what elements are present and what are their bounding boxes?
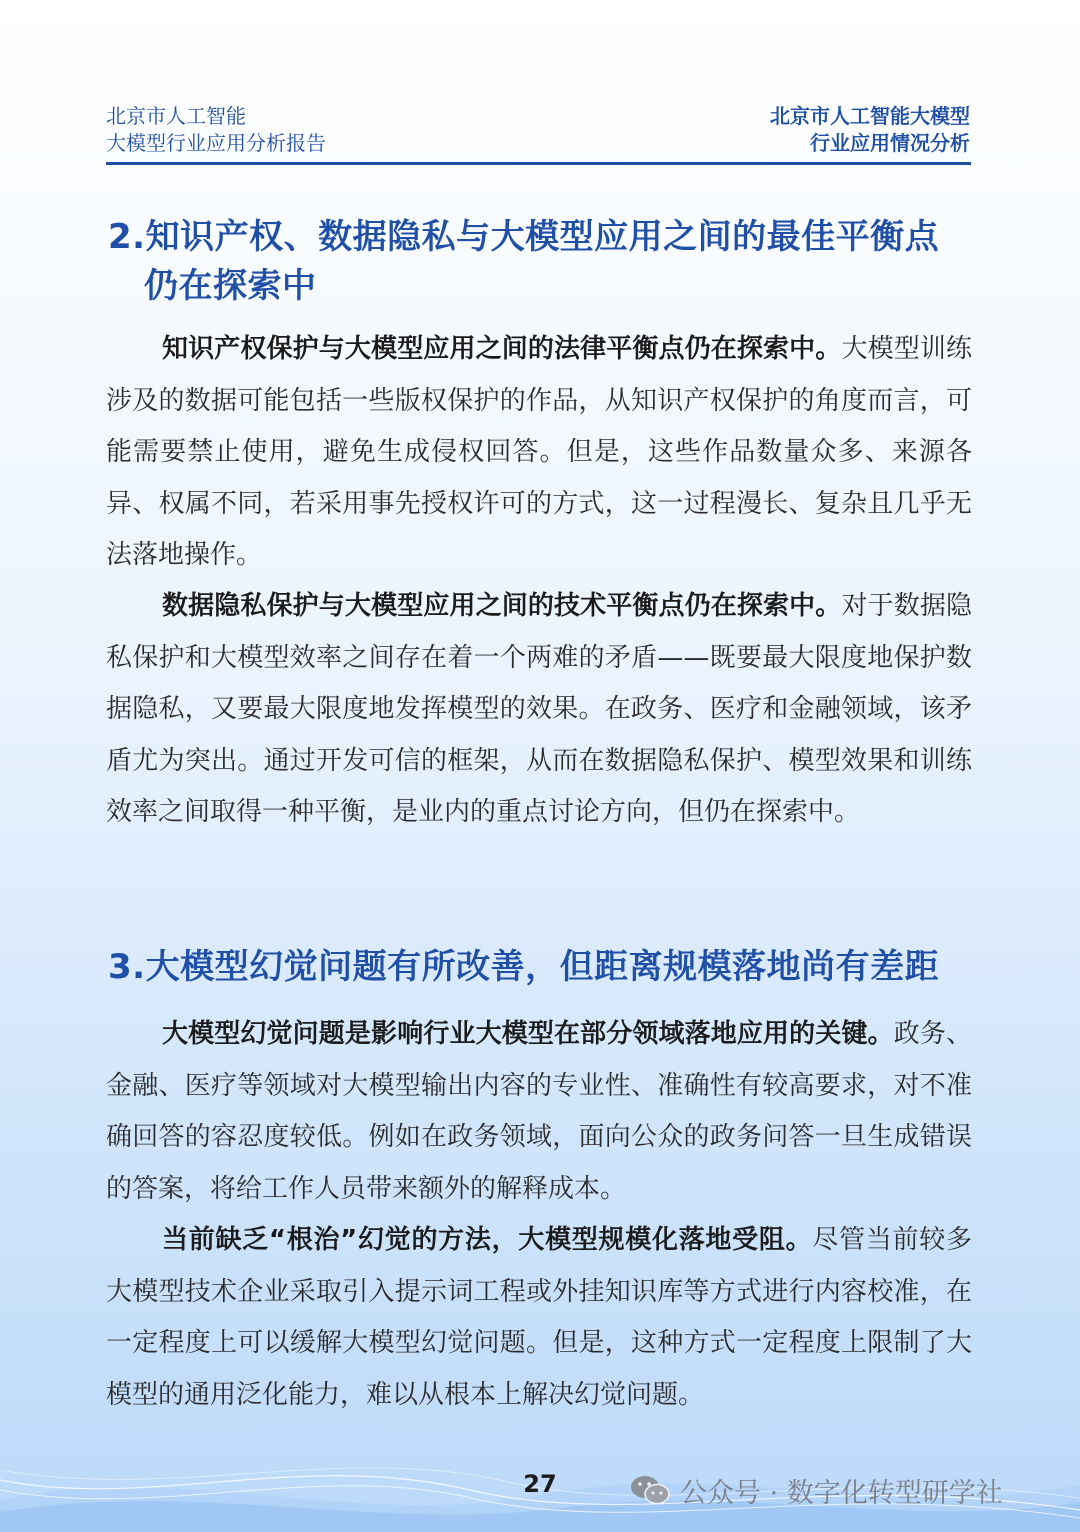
section-3-paragraph-2-lead: 当前缺乏“根治”幻觉的方法，大模型规模化落地受阻。 [162, 1225, 813, 1255]
header-right-line2: 行业应用情况分析 [810, 131, 970, 155]
wechat-watermark [628, 1470, 1003, 1510]
section-2-title [108, 213, 974, 311]
section-2-paragraph-2 [106, 581, 972, 839]
section-2-paragraph-2-body: 对于数据隐私保护和大模型效率之间存在着一个两难的矛盾——既要最大限度地保护数据隐私，又要最大限度地发挥模型的效果。在政务、医疗和金融领域，该矛盾尤为突出。通过开发可信的框架，从而在数据隐私保护、模型效果和训练效率之间取得一种平衡，是业内的重点讨论方向，但仍在探索中。 [106, 591, 972, 827]
header-chapter-title [770, 103, 970, 157]
page-number: 27 [523, 1470, 557, 1498]
header-right-line1: 北京市人工智能大模型 [770, 104, 970, 128]
section-2-paragraph-2-lead: 数据隐私保护与大模型应用之间的技术平衡点仍在探索中。 [162, 591, 842, 621]
section-2-title-line2: 仍在探索中 [144, 266, 317, 306]
header-left-line1: 北京市人工智能 [106, 104, 246, 128]
header-report-title [106, 103, 326, 157]
page-header [106, 103, 970, 161]
section-3-paragraph-1 [106, 1009, 972, 1215]
section-3-title-text: 3.大模型幻觉问题有所改善，但距离规模落地尚有差距 [108, 947, 940, 987]
section-2-title-line1: 2.知识产权、数据隐私与大模型应用之间的最佳平衡点 [108, 217, 940, 257]
section-2-paragraph-1 [106, 324, 972, 582]
watermark-text: 公众号 · 数字化转型研学社 [680, 1477, 1003, 1509]
section-2-paragraph-1-body: 大模型训练涉及的数据可能包括一些版权保护的作品，从知识产权保护的角度而言，可能需要禁止使用，避免生成侵权回答。但是，这些作品数量众多、来源各异、权属不同，若采用事先授权许可的方式，这一过程漫长、复杂且几乎无法落地操作。 [106, 334, 972, 570]
section-3-title [108, 943, 974, 992]
header-left-line2: 大模型行业应用分析报告 [106, 131, 326, 155]
section-3-paragraph-1-body: 政务、金融、医疗等领域对大模型输出内容的专业性、准确性有较高要求，对不准确回答的容忍度较低。例如在政务领域，面向公众的政务问答一旦生成错误的答案，将给工作人员带来额外的解释成本。 [106, 1019, 972, 1204]
section-2-paragraph-1-lead: 知识产权保护与大模型应用之间的法律平衡点仍在探索中。 [162, 334, 842, 364]
section-3-paragraph-2 [106, 1215, 972, 1421]
section-3-paragraph-2-body: 尽管当前较多大模型技术企业采取引入提示词工程或外挂知识库等方式进行内容校准，在一定程度上可以缓解大模型幻觉问题。但是，这种方式一定程度上限制了大模型的通用泛化能力，难以从根本上解决幻觉问题。 [106, 1225, 972, 1410]
header-divider [106, 162, 971, 165]
section-3-paragraph-1-lead: 大模型幻觉问题是影响行业大模型在部分领域落地应用的关键。 [162, 1019, 894, 1049]
wechat-icon [628, 1472, 672, 1508]
